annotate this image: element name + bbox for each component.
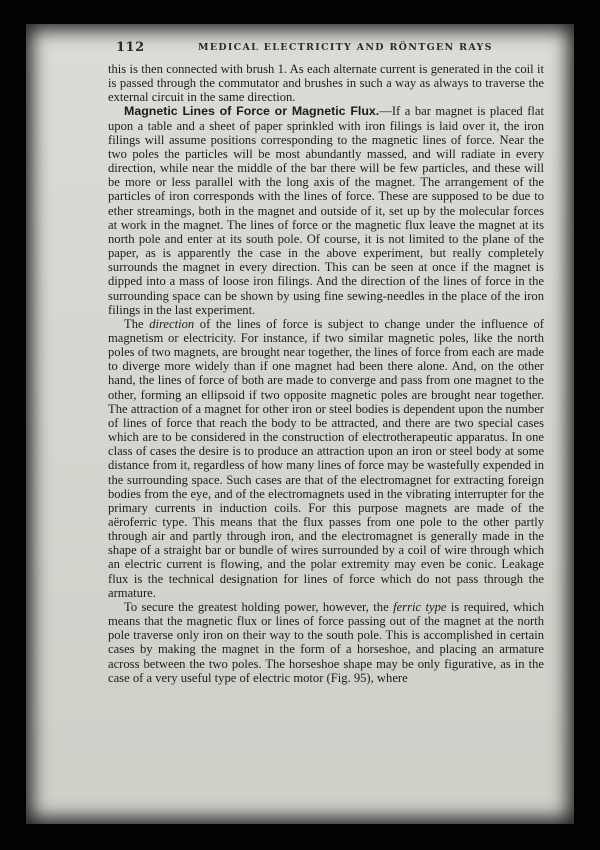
paragraph-4-emphasis: ferric type bbox=[393, 599, 447, 614]
page-number: 112 bbox=[116, 40, 145, 55]
paragraph-3-emphasis: direction bbox=[149, 316, 195, 331]
paragraph-1 bbox=[108, 62, 544, 104]
page-header bbox=[116, 40, 536, 56]
paragraph-2 bbox=[108, 104, 544, 316]
paragraph-3-text: of the lines of force is subject to change under the influence of magnetism or electricity. For instance, if two similar magnetic poles, like the north poles of two magnets, are brought near together, the lines of force from each are made to diverge more widely than if one magnet had been there alone. And, on the other hand, the lines of force of both are made to converge and pass from one magnet to the other, forming an ellipsoid if two opposite magnetic poles are brought near together. The attraction of a magnet for other iron or steel bodies is dependent upon the number of lines of force that reach the body to be attracted, and there are two special cases which are to be considered in the construction of electrotherapeutic apparatus. In one class of cases the desire is to produce an attraction upon an iron or steel body at some distance from it, regardless of how many lines of force may be wastefully expended in the surrounding space. Such cases are that of the electromagnet for extracting foreign bodies from the eye, and of the electromagnets used in the vibrating interrupter for the primary currents in induction coils. For this purpose magnets are made of the aëroferric type. This means that the flux passes from one pole to the other partly through air and partly through iron, and the electromagnet is generally made in the shape of a straight bar or bundle of wires surrounded by a coil of wire through which an electric current is flowing, and the polar extremity may even be conic. Leakage flux is the technical designation for lines of force which do not pass through the armature. bbox=[108, 316, 544, 600]
running-head: MEDICAL ELECTRICITY AND RÖNTGEN RAYS bbox=[198, 42, 493, 53]
section-heading: Magnetic Lines of Force or Magnetic Flux. bbox=[124, 104, 380, 119]
page-body bbox=[108, 62, 544, 685]
paragraph-4-prefix: To secure the greatest holding power, however, the bbox=[124, 599, 394, 614]
book-page bbox=[26, 24, 574, 824]
paragraph-2-text: —If a bar magnet is placed flat upon a table and a sheet of paper sprinkled with iron filings is laid over it, the iron filings will assume positions corresponding to the magnetic lines of force. Near the two poles the particles will be most abundantly massed, and will radiate in every direction, while near the middle of the bar there will be few particles, and these will be more or less parallel with the long axis of the magnet. The arrangement of the particles of iron corresponds with the lines of force. These are supposed to be due to ether streamings, both in the magnet and outside of it, set up by the molecular forces at work in the magnet. The lines of force or the magnetic flux leave the magnet at its north pole and enter at its south pole. Of course, it is not limited to the plane of the paper, as is apparently the case in the above experiment, but really completely surrounds the magnet in every direction. This can be seen at once if the magnet is dipped into a mass of loose iron filings. And the direction of the lines of force in the surrounding space can be shown by using fine sewing-needles in the place of the iron filings in the last experiment. bbox=[108, 104, 544, 317]
paragraph-4-text: is required, which means that the magnetic flux or lines of force passing out of the magnet at the north pole traverse only iron on their way to the south pole. This is accomplished in certain cases by making the magnet in the form of a horseshoe, and placing an armature across between the two poles. The horseshoe shape may be only figurative, as in the case of a very useful type of electric motor (Fig. 95), where bbox=[108, 599, 544, 685]
paragraph-3-prefix: The bbox=[124, 316, 150, 331]
paragraph-1-text: this is then connected with brush 1. As each alternate current is generated in the coil it is passed through the commutator and brushes in such a way as always to traverse the external circuit in the same direction. bbox=[108, 62, 544, 105]
paragraph-4 bbox=[108, 600, 544, 685]
paragraph-3 bbox=[108, 317, 544, 600]
